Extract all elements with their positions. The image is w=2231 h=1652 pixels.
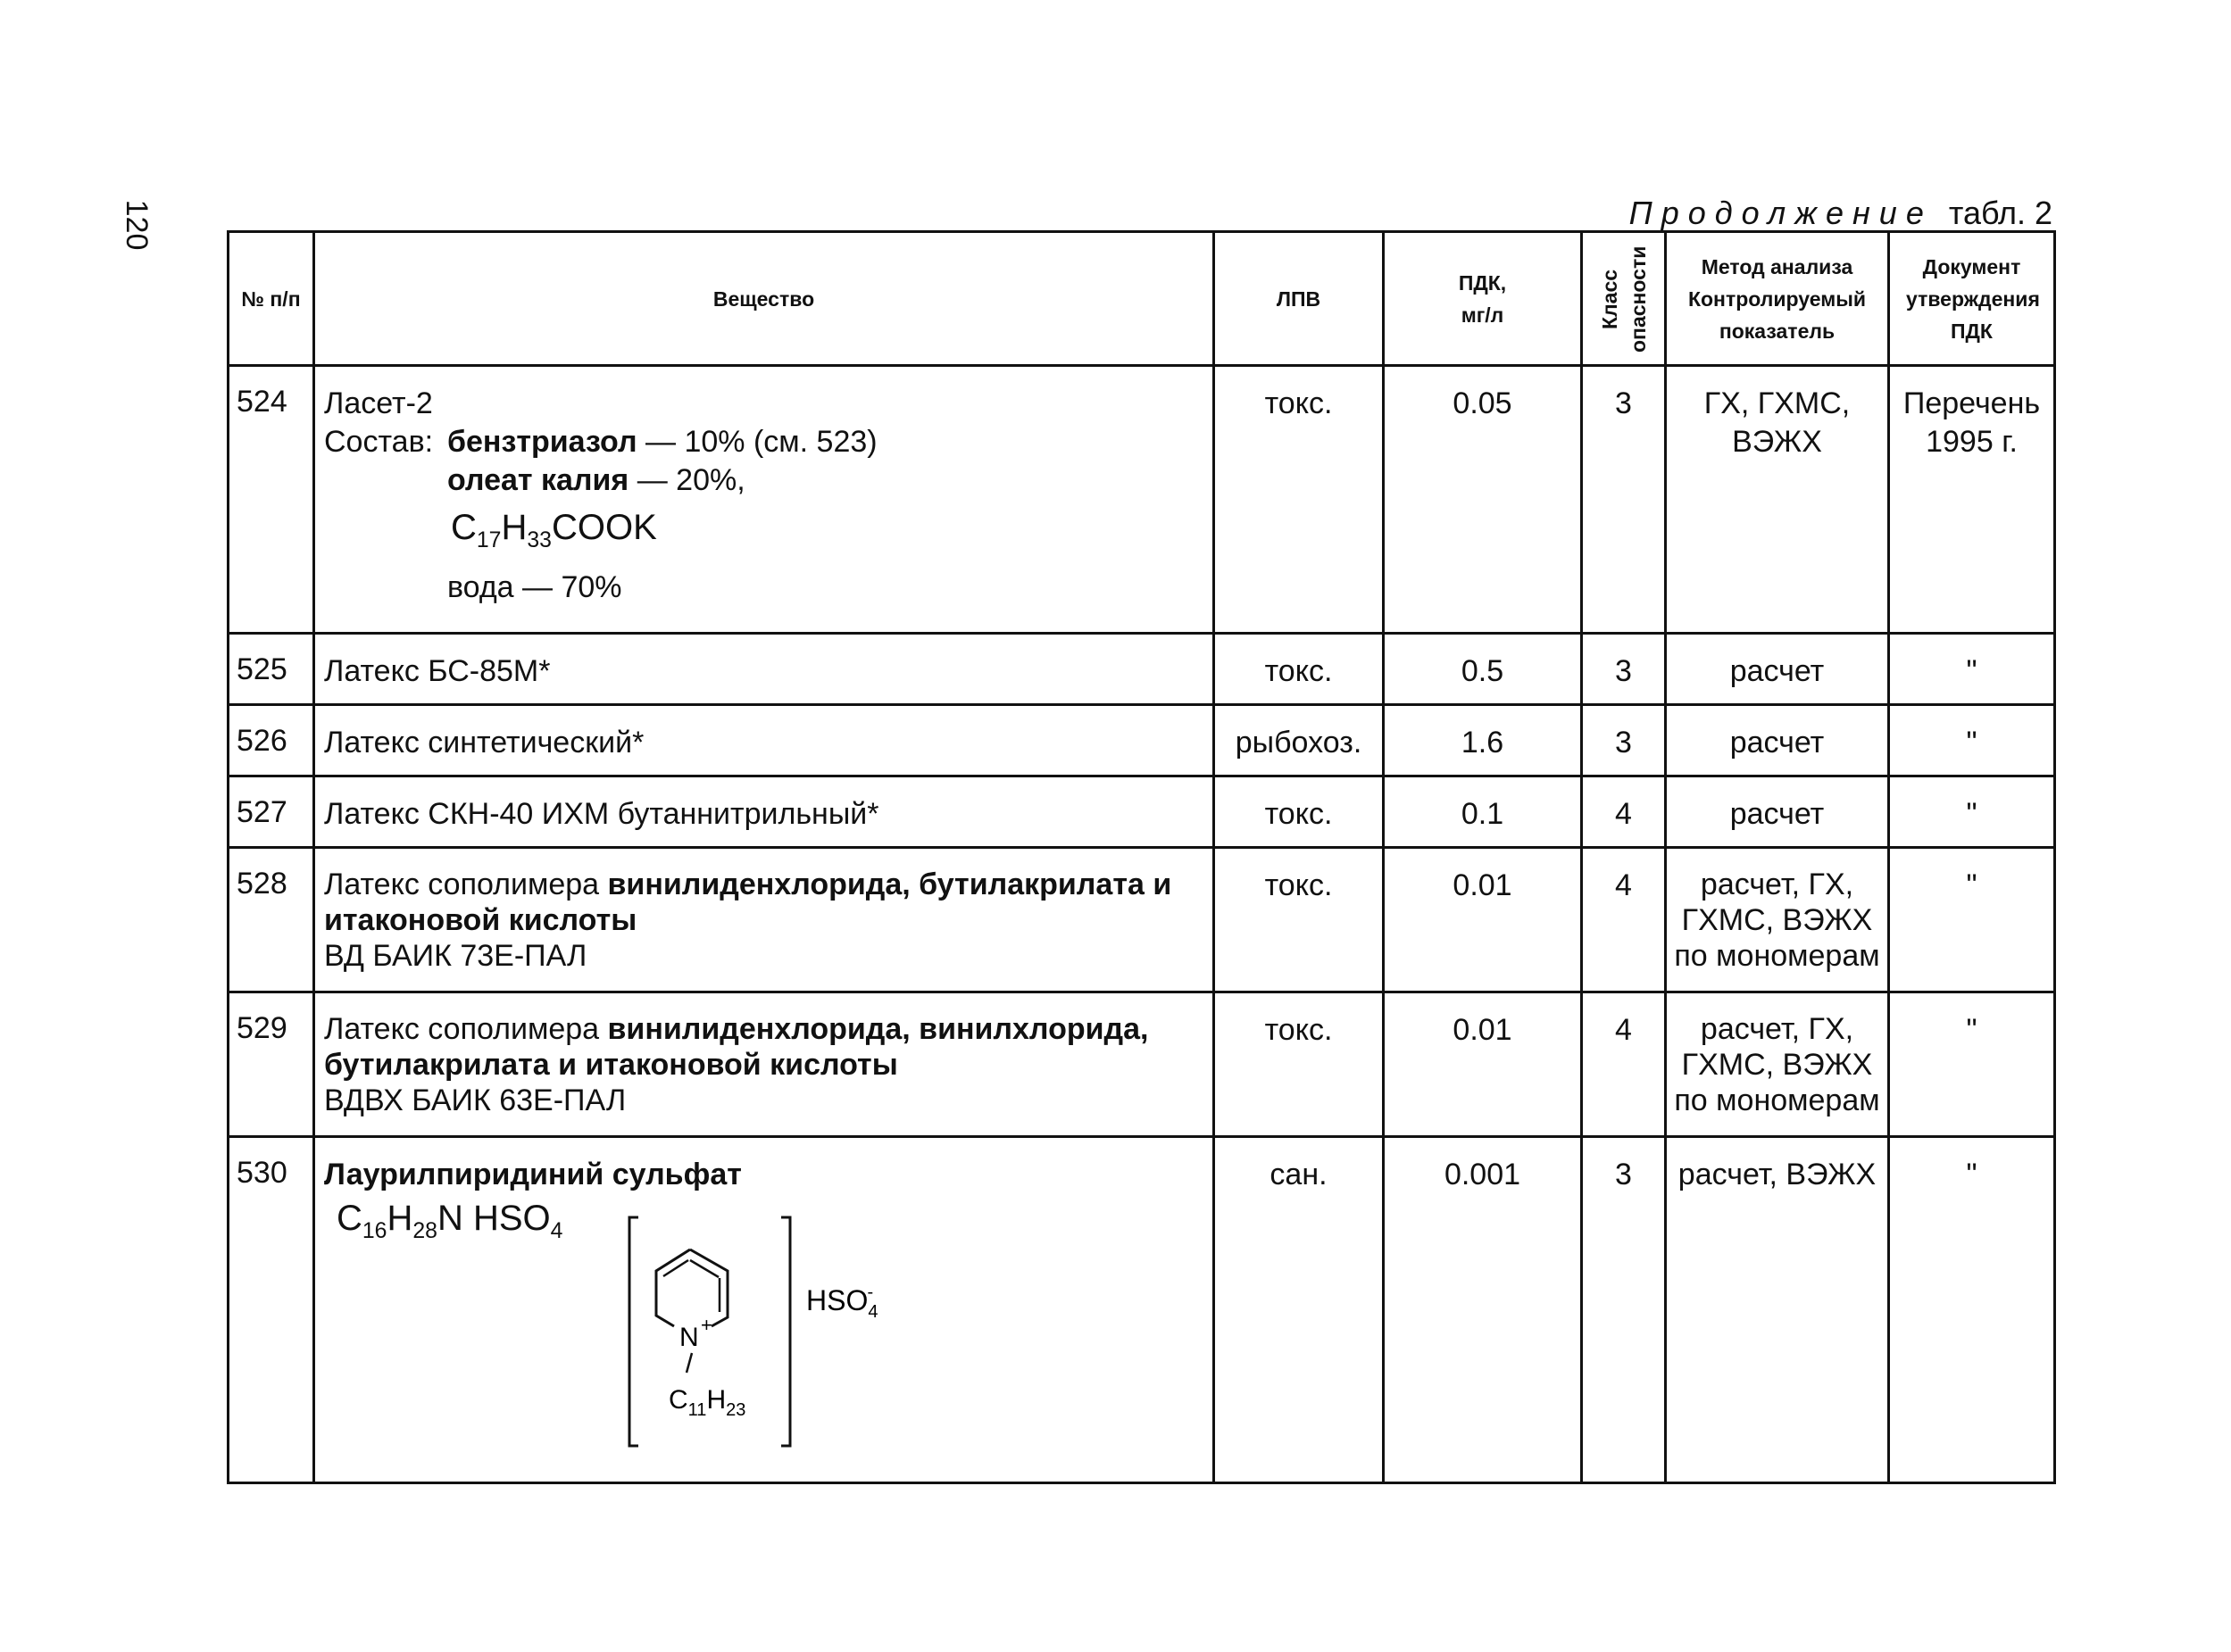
formula-part: N HSO: [437, 1199, 551, 1238]
row-num: 530: [229, 1137, 314, 1483]
formula-part: COOK: [551, 508, 657, 547]
row-document: ": [1889, 1137, 2055, 1483]
row-substance: [314, 1137, 1214, 1483]
substance-name-plain: Латекс сополимера: [324, 1012, 608, 1046]
row-lpv: токс.: [1214, 634, 1384, 705]
anion-text: HSO: [806, 1284, 869, 1316]
formula-subscript: 33: [527, 528, 552, 552]
charge-plus: +: [701, 1314, 712, 1336]
substance-name: Ласет-2: [324, 386, 433, 420]
alkyl-sub-h: 23: [726, 1400, 746, 1420]
page-number: 120: [120, 199, 154, 251]
row-num: 525: [229, 634, 314, 705]
formula-part: C: [337, 1199, 362, 1238]
row-lpv: токс.: [1214, 776, 1384, 848]
alkyl-c: C: [669, 1385, 688, 1415]
table-row: [229, 705, 2055, 776]
anion-charge: -: [867, 1283, 874, 1302]
substance-name-bold: винилиденхлорида, винилхлорида,: [607, 1012, 1149, 1046]
row-substance: Латекс СКН-40 ИХМ бутаннитрильный*: [314, 776, 1214, 848]
table-row: [229, 992, 2055, 1137]
row-hazard-class: 3: [1582, 1137, 1666, 1483]
substance-name-bold: итаконовой кислоты: [324, 903, 637, 937]
header-substance: Вещество: [314, 232, 1214, 366]
substance-name-bold: винилиденхлорида, бутилакрилата и: [607, 868, 1172, 901]
row-document: ": [1889, 634, 2055, 705]
row-method: расчет: [1666, 634, 1889, 705]
row-lpv: рыбохоз.: [1214, 705, 1384, 776]
row-num: 524: [229, 366, 314, 634]
alkyl-label: [669, 1385, 745, 1420]
row-num: 529: [229, 992, 314, 1137]
component-name: бензтриазол: [447, 425, 637, 459]
anion-subscript: 4: [868, 1302, 878, 1322]
row-document: ": [1889, 848, 2055, 992]
row-lpv: токс.: [1214, 848, 1384, 992]
row-substance: [314, 366, 1214, 634]
row-document: ": [1889, 992, 2055, 1137]
row-method: расчет: [1666, 705, 1889, 776]
alkyl-sub-c: 11: [687, 1400, 707, 1420]
continuation-word: Продолжение: [1628, 195, 1933, 231]
table-row: [229, 848, 2055, 992]
row-pdk: 0.001: [1384, 1137, 1582, 1483]
formula-part: H: [387, 1199, 413, 1238]
formula-subscript: 4: [550, 1219, 563, 1243]
row-method: ГХ, ГХМС, ВЭЖХ: [1666, 366, 1889, 634]
component-share: — 20%,: [629, 463, 745, 497]
formula-subscript: 16: [362, 1219, 387, 1243]
row-pdk: 0.01: [1384, 992, 1582, 1137]
row-method: расчет, ГХ, ГХМС, ВЭЖХ по мономерам: [1666, 992, 1889, 1137]
formula-part: H: [501, 508, 528, 547]
anion-label: [806, 1283, 878, 1322]
alkyl-h: H: [706, 1385, 727, 1415]
row-pdk: 0.5: [1384, 634, 1582, 705]
substance-name-bold: бутилакрилата и итаконовой кислоты: [324, 1048, 898, 1082]
table-header-row: [229, 232, 2055, 366]
row-num: 527: [229, 776, 314, 848]
component-share: — 10% (см. 523): [637, 425, 878, 459]
row-lpv: токс.: [1214, 366, 1384, 634]
row-hazard-class: 3: [1582, 705, 1666, 776]
row-lpv: токс.: [1214, 992, 1384, 1137]
row-num: 528: [229, 848, 314, 992]
formula-subscript: 17: [476, 528, 502, 552]
table-continuation-caption: [1629, 195, 2052, 232]
composition-line: вода — 70%: [447, 570, 622, 604]
row-hazard-class: 4: [1582, 776, 1666, 848]
ring-double-bonds: [663, 1260, 720, 1312]
table-row: [229, 1137, 2055, 1483]
header-lpv: ЛПВ: [1214, 232, 1384, 366]
header-hazard-class: [1582, 232, 1666, 366]
table-row: [229, 634, 2055, 705]
chemical-formula: [324, 509, 1203, 560]
row-pdk: 0.01: [1384, 848, 1582, 992]
row-hazard-class: 3: [1582, 366, 1666, 634]
row-document: ": [1889, 705, 2055, 776]
row-pdk: 0.05: [1384, 366, 1582, 634]
formula-part: C: [451, 508, 477, 547]
row-num: 526: [229, 705, 314, 776]
left-bracket: [629, 1217, 638, 1446]
composition-line: [324, 461, 1203, 500]
table-row: [229, 366, 2055, 634]
table-row: [229, 776, 2055, 848]
row-substance: [314, 848, 1214, 992]
header-num: № п/п: [229, 232, 314, 366]
row-hazard-class: 4: [1582, 848, 1666, 992]
header-method: Метод анализа Контролируемый показатель: [1666, 232, 1889, 366]
row-method: расчет: [1666, 776, 1889, 848]
nitrogen-label: N: [679, 1323, 699, 1352]
component-name: олеат калия: [447, 463, 629, 497]
header-pdk-text: ПДК, мг/л: [1458, 270, 1507, 327]
formula-subscript: 28: [412, 1219, 437, 1243]
alkyl-bond: [687, 1353, 692, 1373]
row-substance: Латекс БС-85М*: [314, 634, 1214, 705]
row-substance: Латекс синтетический*: [314, 705, 1214, 776]
substance-name: Лаурилпиридиний сульфат: [324, 1158, 742, 1191]
right-bracket: [781, 1217, 790, 1446]
row-document: Перечень 1995 г.: [1889, 366, 2055, 634]
row-pdk: 1.6: [1384, 705, 1582, 776]
pyridinium-structure-diagram: [619, 1207, 994, 1465]
header-document: Документ утверждения ПДК: [1889, 232, 2055, 366]
row-pdk: 0.1: [1384, 776, 1582, 848]
substance-trade-name: ВДВХ БАИК 63Е-ПАЛ: [324, 1083, 627, 1117]
header-hazard-class-text: Класс опасности: [1597, 245, 1650, 353]
row-method: расчет, ВЭЖХ: [1666, 1137, 1889, 1483]
table-reference: табл. 2: [1948, 195, 2052, 231]
composition-label: Состав:: [324, 425, 434, 459]
composition-line: [324, 423, 1203, 461]
substances-table: [227, 230, 2056, 1484]
header-pdk: [1384, 232, 1582, 366]
row-lpv: сан.: [1214, 1137, 1384, 1483]
row-hazard-class: 4: [1582, 992, 1666, 1137]
substance-name-plain: Латекс сополимера: [324, 868, 608, 901]
row-document: ": [1889, 776, 2055, 848]
row-method: расчет, ГХ, ГХМС, ВЭЖХ по мономерам: [1666, 848, 1889, 992]
row-substance: [314, 992, 1214, 1137]
substance-trade-name: ВД БАИК 73Е-ПАЛ: [324, 939, 587, 973]
row-hazard-class: 3: [1582, 634, 1666, 705]
